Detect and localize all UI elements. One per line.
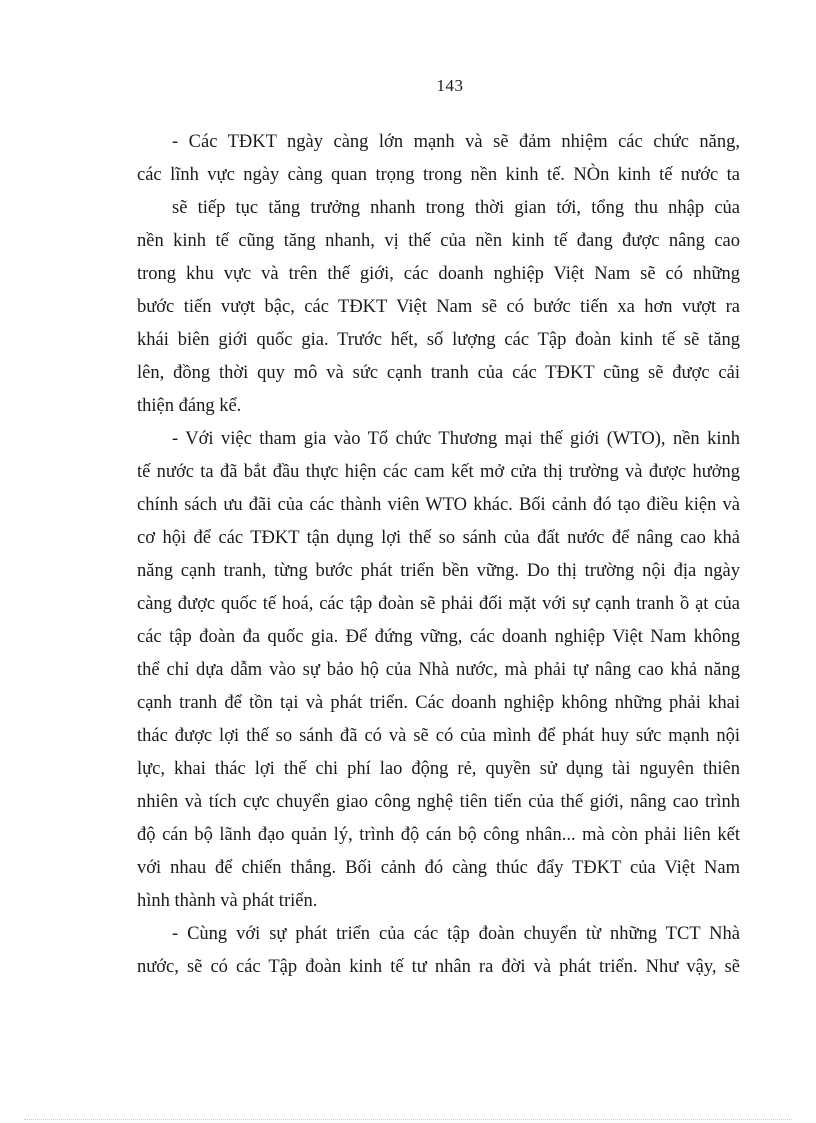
text-line: bước tiến vượt bậc, các TĐKT Việt Nam sẽ có bước tiến xa hơn vượt ra xyxy=(137,297,740,317)
page-bottom-rule xyxy=(24,1119,792,1120)
text-line: lên, đồng thời quy mô và sức cạnh tranh của các TĐKT cũng sẽ được cải xyxy=(137,363,740,383)
text-line: cạnh tranh để tồn tại và phát triển. Các doanh nghiệp không những phải khai xyxy=(137,693,740,713)
text-line: các lĩnh vực ngày càng quan trọng trong nền kinh tế. NÒn kinh tế nước ta xyxy=(137,165,740,185)
text-line: trong khu vực và trên thế giới, các doanh nghiệp Việt Nam sẽ có những xyxy=(137,264,740,284)
text-line: - Các TĐKT ngày càng lớn mạnh và sẽ đảm nhiệm các chức năng, xyxy=(172,132,740,152)
text-line: thác được lợi thế so sánh đã có và sẽ có của mình để phát huy sức mạnh nội xyxy=(137,726,740,746)
text-line: năng cạnh tranh, từng bước phát triển bền vững. Do thị trường nội địa ngày xyxy=(137,561,740,581)
text-line: hình thành và phát triển. xyxy=(137,891,318,911)
page-number: 143 xyxy=(436,76,464,95)
text-line: cơ hội để các TĐKT tận dụng lợi thế so sánh của đất nước để nâng cao khả xyxy=(137,528,740,548)
text-line: thiện đáng kể. xyxy=(137,396,242,416)
body-text xyxy=(137,126,740,984)
text-line: với nhau để chiến thắng. Bối cảnh đó càng thúc đẩy TĐKT của Việt Nam xyxy=(137,858,740,878)
text-line: các tập đoàn đa quốc gia. Để đứng vững, các doanh nghiệp Việt Nam không xyxy=(137,627,740,647)
text-line: nhiên và tích cực chuyển giao công nghệ tiên tiến của thế giới, nâng cao trình xyxy=(137,792,740,812)
text-line: - Với việc tham gia vào Tổ chức Thương mại thế giới (WTO), nền kinh xyxy=(172,429,740,449)
text-line: - Cùng với sự phát triển của các tập đoàn chuyển từ những TCT Nhà xyxy=(172,924,740,944)
text-line: càng được quốc tế hoá, các tập đoàn sẽ phải đối mặt với sự cạnh tranh ồ ạt của xyxy=(137,594,740,614)
text-line: khái biên giới quốc gia. Trước hết, số lượng các Tập đoàn kinh tế sẽ tăng xyxy=(137,330,740,350)
text-line: nước, sẽ có các Tập đoàn kinh tế tư nhân ra đời và phát triển. Như vậy, sẽ xyxy=(137,957,740,977)
text-line: tế nước ta đã bắt đầu thực hiện các cam kết mở cửa thị trường và được hưởng xyxy=(137,462,740,482)
text-line: sẽ tiếp tục tăng trưởng nhanh trong thời gian tới, tổng thu nhập của xyxy=(172,198,740,218)
text-line: chính sách ưu đãi của các thành viên WTO khác. Bối cảnh đó tạo điều kiện và xyxy=(137,495,740,515)
text-line: lực, khai thác lợi thế chi phí lao động rẻ, quyền sử dụng tài nguyên thiên xyxy=(137,759,740,779)
text-line: độ cán bộ lãnh đạo quản lý, trình độ cán bộ công nhân... mà còn phải liên kết xyxy=(137,825,740,845)
text-line: thể chỉ dựa dẫm vào sự bảo hộ của Nhà nước, mà phải tự nâng cao khả năng xyxy=(137,660,740,680)
text-line: nền kinh tế cũng tăng nhanh, vị thế của nền kinh tế đang được nâng cao xyxy=(137,231,740,251)
